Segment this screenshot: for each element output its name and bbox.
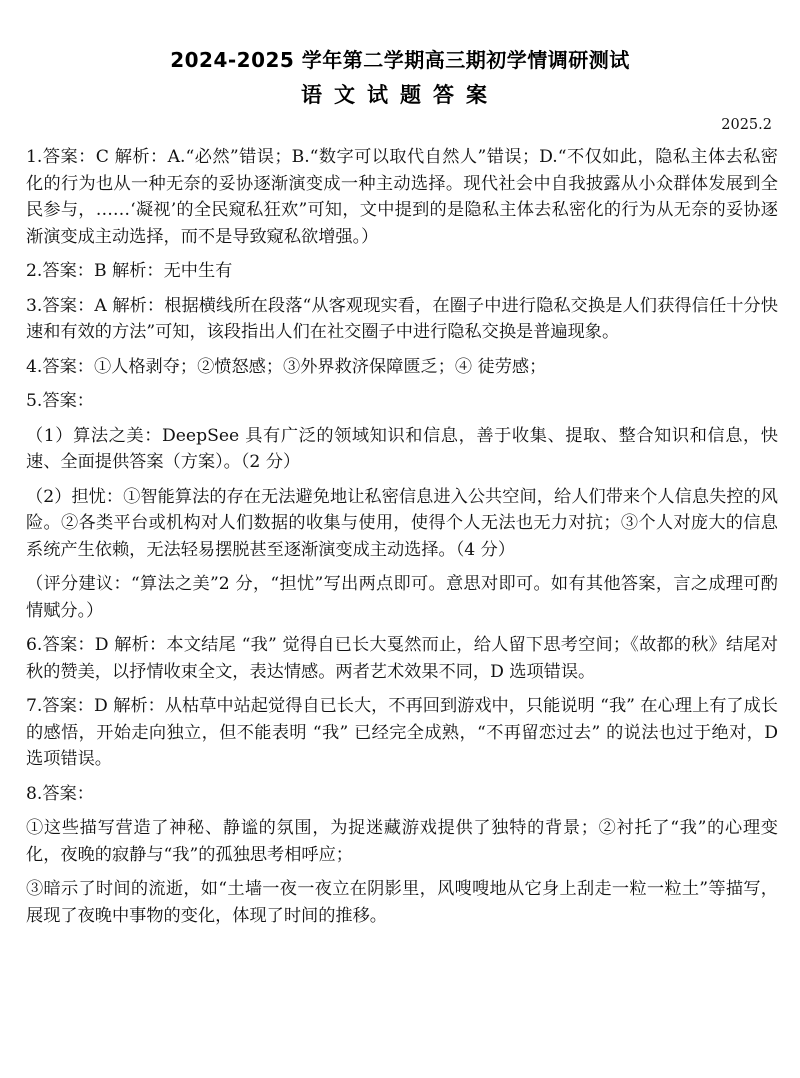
answer-2: 2.答案：B 解析：无中生有 <box>26 261 233 281</box>
answer-4: 4.答案：①人格剥夺；②愤怒感；③外界救济保障匮乏；④ 徒劳感； <box>26 356 547 377</box>
answer-8-point-2: ③暗示了时间的流逝，如“土墙一夜一夜立在阴影里，风嗖嗖地从它身上刮走一粒一粒土”等描写，展现了夜晚中事物的变化，体现了时间的推移。 <box>26 879 778 926</box>
answer-5-part-2: （2）担忧：①智能算法的存在无法避免地让私密信息进入公共空间，给人们带来个人信息失控的风险。②各类平台或机构对人们数据的收集与使用，使得个人无法也无力对抗；③个人对庞大的信息系统产生依赖，无法轻易摆脱甚至逐渐演变成主动选择。（4 分） <box>26 486 778 560</box>
answer-3: 3.答案：A 解析：根据横线所在段落“从客观现实看，在圈子中进行隐私交换是人们获得信任十分快速和有效的方法”可知，该段指出人们在社交圈子中进行隐私交换是普遍现象。 <box>26 295 778 342</box>
answer-6: 6.答案：D 解析：本文结尾 “我” 觉得自已长大戛然而止，给人留下思考空间；《故都的秋》结尾对秋的赞美，以抒情收束全文，表达情感。两者艺术效果不同，D 选项错误。 <box>26 635 778 682</box>
exam-title: 2024-2025 学年第二学期高三期初学情调研测试 <box>170 48 630 72</box>
answer-8-heading: 8.答案： <box>26 783 94 804</box>
answer-1: 1.答案：C 解析：A.“必然”错误；B.“数字可以取代自然人”错误；D.“不仅如此，隐私主体去私密化的行为也从一种无奈的妥协逐渐演变成一种主动选择。现代社会中自我披露从小众群体发展到全民参与，……‘凝视’的全民窥私狂欢”可知，文中提到的是隐私主体去私密化的行为从无奈的妥协逐渐演变成主动选择，而不是导致窥私欲增强。） <box>26 147 778 247</box>
exam-date: 2025.2 <box>721 117 772 133</box>
answer-list <box>26 144 778 937</box>
answer-5-scoring-note: （评分建议：“算法之美”2 分，“担忧”写出两点即可。意思对即可。如有其他答案，言之成理可酌情赋分。） <box>26 574 778 621</box>
answer-5-part-1: （1）算法之美：DeepSee 具有广泛的领域知识和信息，善于收集、提取、整合知识和信息，快速、全面提供答案（方案）。（2 分） <box>26 425 778 472</box>
answer-8-point-1: ①这些描写营造了神秘、静谧的氛围，为捉迷藏游戏提供了独特的背景；②衬托了“我”的心理变化，夜晚的寂静与“我”的孤独思考相呼应； <box>26 818 778 865</box>
answer-5-heading: 5.答案： <box>26 391 94 411</box>
exam-subtitle: 语文试题答案 <box>301 83 499 107</box>
answer-7: 7.答案：D 解析：从枯草中站起觉得自已长大，不再回到游戏中，只能说明 “我” 在心理上有了成长的感悟，开始走向独立，但不能表明 “我” 已经完全成熟，“不再留恋过去” 的说法也过于绝对，D 选项错误。 <box>26 696 778 769</box>
